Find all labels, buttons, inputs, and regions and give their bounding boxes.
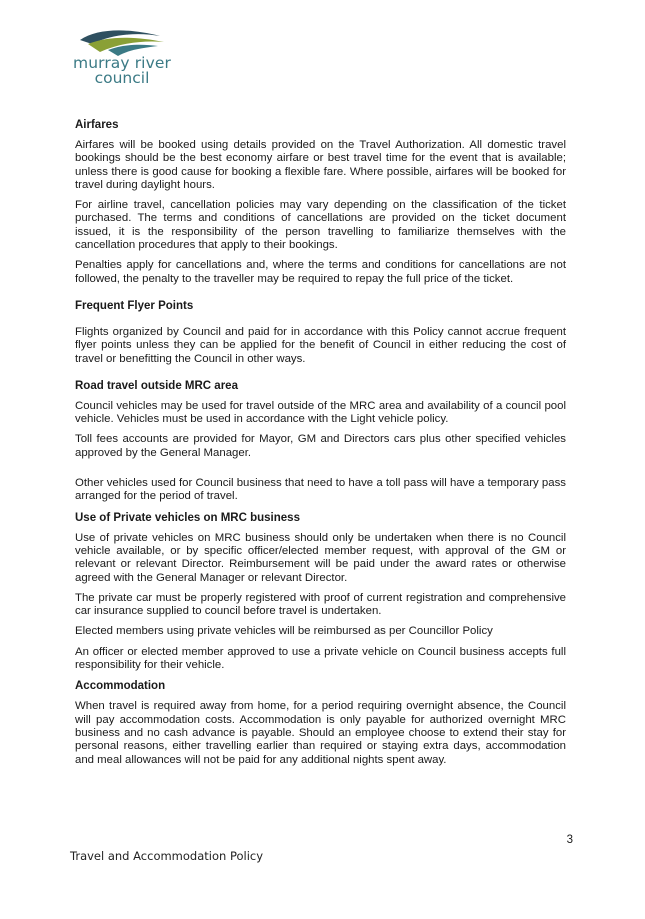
heading-frequent-flyer: Frequent Flyer Points (75, 299, 194, 312)
footer-title: Travel and Accommodation Policy (70, 849, 264, 863)
paragraph: Other vehicles used for Council business that need to have a toll pass will have a temporary pass arranged for the period of travel. (75, 477, 566, 503)
paragraph: Flights organized by Council and paid for in accordance with this Policy cannot accrue frequent flyer points unless they can be applied for the benefit of Council in either reducing the cost of travel or benefitting the Council in other ways. (75, 325, 566, 365)
paragraph: Toll fees accounts are provided for Mayor, GM and Directors cars plus other specified vehicles approved by the General Manager. (75, 433, 566, 459)
logo-line-1: murray river (73, 54, 171, 72)
heading-private-vehicles: Use of Private vehicles on MRC business (75, 511, 300, 524)
paragraph: Airfares will be booked using details provided on the Travel Authorization. All domestic travel bookings should be the best economy airfare or best travel time for the event that is available; unless there is good cause for booking a flexible fare. Where possible, airfares will be booked for travel during daylight hours. (75, 139, 566, 191)
logo-line-2: council (94, 69, 150, 87)
paragraph: Penalties apply for cancellations and, where the terms and conditions for cancellations are not followed, the penalty to the traveller may be required to repay the full price of the ticket. (75, 259, 566, 285)
paragraph: For airline travel, cancellation policies may vary depending on the classification of the ticket purchased. The terms and conditions of cancellations are provided on the ticket document issued, it is the responsibility of the person travelling to familiarize themselves with the cancellation procedures that apply to their bookings. (75, 199, 566, 252)
heading-airfares: Airfares (75, 119, 119, 131)
paragraph: Council vehicles may be used for travel outside of the MRC area and availability of a council pool vehicle. Vehicles must be used in accordance with the Light vehicle policy. (75, 399, 566, 426)
paragraph: Elected members using private vehicles will be reimbursed as per Councillor Policy (75, 625, 493, 638)
page-number: 3 (566, 834, 573, 846)
heading-road-travel: Road travel outside MRC area (75, 379, 238, 392)
paragraph: An officer or elected member approved to use a private vehicle on Council business accepts full responsibility for their vehicle. (75, 645, 566, 672)
paragraph: Use of private vehicles on MRC business should only be undertaken when there is no Council vehicle available, or by specific officer/elected member request, with approval of the GM or relevant or relevant Director. Reimbursement will be paid under the award rates or otherwise agreed with the General Manager or relevant Director. (75, 531, 566, 584)
paragraph: When travel is required away from home, for a period requiring overnight absence, the Council will pay accommodation costs. Accommodation is only payable for authorized overnight MRC business and no cash advance is payable. Should an employee choose to extend their stay for personal reasons, either travelling earlier than required or staying extra days, accommodation and meal allowances will not be paid for any additional nights spent away. (75, 700, 566, 766)
council-logo (66, 26, 178, 92)
document-body (75, 118, 566, 774)
paragraph: The private car must be properly registered with proof of current registration and comprehensive car insurance supplied to council before travel is undertaken. (75, 591, 566, 618)
heading-accommodation: Accommodation (75, 680, 166, 693)
